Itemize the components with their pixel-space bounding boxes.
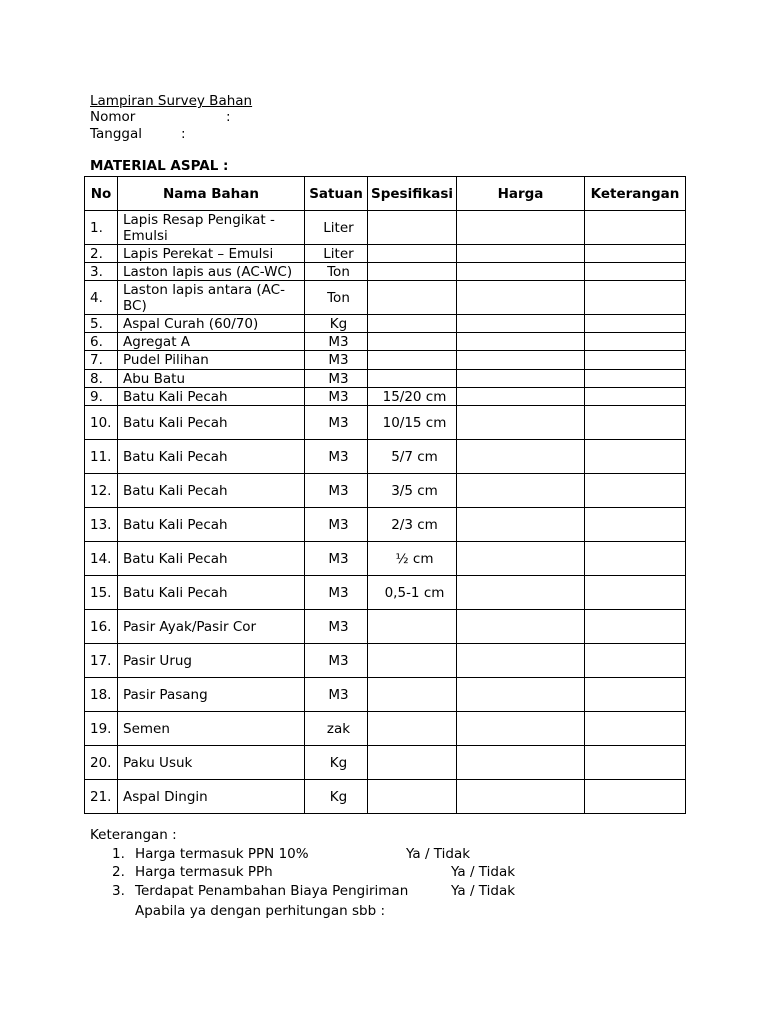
cell-satuan: M3 — [305, 610, 368, 644]
cell-harga — [457, 245, 585, 263]
table-row — [85, 576, 686, 610]
table-row — [85, 712, 686, 746]
table-row — [85, 245, 686, 263]
cell-satuan: Kg — [305, 780, 368, 814]
cell-spesifikasi — [368, 678, 457, 712]
cell-nama-bahan: Batu Kali Pecah — [118, 508, 305, 542]
cell-satuan: Kg — [305, 746, 368, 780]
tanggal-colon: : — [181, 126, 186, 142]
table-row — [85, 508, 686, 542]
cell-nama-bahan: Batu Kali Pecah — [118, 440, 305, 474]
table-row — [85, 746, 686, 780]
cell-nama-bahan: Batu Kali Pecah — [118, 576, 305, 610]
cell-nama-bahan: Pasir Pasang — [118, 678, 305, 712]
table-header-row — [85, 177, 686, 211]
cell-harga — [457, 508, 585, 542]
cell-satuan: Ton — [305, 263, 368, 281]
cell-nama-bahan: Laston lapis antara (AC-BC) — [118, 281, 305, 315]
note-choice: Ya / Tidak — [406, 845, 471, 862]
note-extra: Apabila ya dengan perhitungan sbb : — [135, 903, 385, 919]
cell-keterangan — [585, 263, 686, 281]
cell-spesifikasi — [368, 610, 457, 644]
cell-spesifikasi: 3/5 cm — [368, 474, 457, 508]
cell-harga — [457, 644, 585, 678]
cell-nama-bahan: Batu Kali Pecah — [118, 388, 305, 406]
cell-satuan: M3 — [305, 440, 368, 474]
cell-spesifikasi — [368, 245, 457, 263]
cell-nama-bahan: Abu Batu — [118, 370, 305, 388]
note-choice: Ya / Tidak — [451, 882, 516, 899]
cell-no: 7. — [85, 351, 118, 370]
cell-no: 15. — [85, 576, 118, 610]
cell-spesifikasi: ½ cm — [368, 542, 457, 576]
cell-spesifikasi — [368, 351, 457, 370]
cell-nama-bahan: Agregat A — [118, 333, 305, 351]
table-row — [85, 610, 686, 644]
cell-no: 5. — [85, 315, 118, 333]
cell-nama-bahan: Batu Kali Pecah — [118, 474, 305, 508]
table-row — [85, 644, 686, 678]
cell-harga — [457, 281, 585, 315]
column-header-spesifikasi: Spesifikasi — [368, 177, 457, 211]
note-number: 1. — [112, 845, 125, 862]
cell-nama-bahan: Pudel Pilihan — [118, 351, 305, 370]
note-text: Harga termasuk PPh — [135, 864, 273, 880]
note-item — [90, 845, 471, 864]
cell-no: 2. — [85, 245, 118, 263]
cell-nama-bahan: Pasir Ayak/Pasir Cor — [118, 610, 305, 644]
table-row — [85, 281, 686, 315]
cell-nama-bahan: Aspal Curah (60/70) — [118, 315, 305, 333]
tanggal-label: Tanggal — [90, 126, 143, 142]
cell-harga — [457, 576, 585, 610]
cell-keterangan — [585, 370, 686, 388]
table-row — [85, 474, 686, 508]
cell-spesifikasi — [368, 281, 457, 315]
cell-harga — [457, 406, 585, 440]
column-header-harga: Harga — [457, 177, 585, 211]
cell-harga — [457, 263, 585, 281]
notes-section — [90, 826, 516, 919]
cell-keterangan — [585, 406, 686, 440]
cell-satuan: zak — [305, 712, 368, 746]
cell-nama-bahan: Lapis Resap Pengikat - Emulsi — [118, 211, 305, 245]
cell-satuan: M3 — [305, 576, 368, 610]
cell-keterangan — [585, 508, 686, 542]
cell-nama-bahan: Batu Kali Pecah — [118, 542, 305, 576]
cell-satuan: M3 — [305, 370, 368, 388]
cell-keterangan — [585, 245, 686, 263]
cell-satuan: M3 — [305, 542, 368, 576]
cell-satuan: Kg — [305, 315, 368, 333]
cell-spesifikasi: 5/7 cm — [368, 440, 457, 474]
table-row — [85, 440, 686, 474]
cell-spesifikasi — [368, 370, 457, 388]
cell-satuan: Liter — [305, 211, 368, 245]
cell-keterangan — [585, 315, 686, 333]
table-row — [85, 406, 686, 440]
cell-no: 21. — [85, 780, 118, 814]
cell-nama-bahan: Pasir Urug — [118, 644, 305, 678]
cell-satuan: M3 — [305, 388, 368, 406]
cell-no: 18. — [85, 678, 118, 712]
cell-harga — [457, 211, 585, 245]
cell-spesifikasi — [368, 263, 457, 281]
cell-satuan: M3 — [305, 406, 368, 440]
cell-satuan: M3 — [305, 333, 368, 351]
cell-no: 17. — [85, 644, 118, 678]
note-item — [90, 863, 516, 882]
cell-spesifikasi — [368, 211, 457, 245]
note-number: 3. — [112, 882, 125, 899]
note-number: 2. — [112, 864, 125, 880]
cell-no: 11. — [85, 440, 118, 474]
note-text: Terdapat Penambahan Biaya Pengiriman — [135, 882, 409, 899]
cell-satuan: M3 — [305, 474, 368, 508]
nomor-colon: : — [226, 109, 231, 125]
cell-harga — [457, 388, 585, 406]
column-header-satuan: Satuan — [305, 177, 368, 211]
notes-label: Keterangan : — [90, 827, 177, 843]
cell-no: 4. — [85, 281, 118, 315]
cell-keterangan — [585, 644, 686, 678]
column-header-no: No — [85, 177, 118, 211]
cell-no: 8. — [85, 370, 118, 388]
cell-no: 3. — [85, 263, 118, 281]
cell-spesifikasi: 2/3 cm — [368, 508, 457, 542]
cell-no: 14. — [85, 542, 118, 576]
cell-harga — [457, 370, 585, 388]
cell-no: 19. — [85, 712, 118, 746]
cell-satuan: Ton — [305, 281, 368, 315]
cell-harga — [457, 712, 585, 746]
cell-spesifikasi — [368, 644, 457, 678]
note-choice: Ya / Tidak — [451, 864, 516, 880]
cell-no: 6. — [85, 333, 118, 351]
cell-no: 20. — [85, 746, 118, 780]
table-row — [85, 263, 686, 281]
cell-no: 1. — [85, 211, 118, 245]
material-table — [84, 176, 686, 814]
cell-keterangan — [585, 712, 686, 746]
cell-harga — [457, 746, 585, 780]
cell-harga — [457, 333, 585, 351]
cell-keterangan — [585, 388, 686, 406]
cell-nama-bahan: Batu Kali Pecah — [118, 406, 305, 440]
cell-spesifikasi — [368, 315, 457, 333]
cell-keterangan — [585, 351, 686, 370]
cell-keterangan — [585, 440, 686, 474]
cell-satuan: Liter — [305, 245, 368, 263]
cell-no: 13. — [85, 508, 118, 542]
cell-keterangan — [585, 746, 686, 780]
cell-satuan: M3 — [305, 508, 368, 542]
cell-keterangan — [585, 678, 686, 712]
cell-harga — [457, 780, 585, 814]
nomor-label: Nomor — [90, 109, 136, 125]
cell-keterangan — [585, 576, 686, 610]
cell-nama-bahan: Laston lapis aus (AC-WC) — [118, 263, 305, 281]
cell-satuan: M3 — [305, 644, 368, 678]
cell-harga — [457, 610, 585, 644]
cell-nama-bahan: Semen — [118, 712, 305, 746]
cell-spesifikasi — [368, 333, 457, 351]
note-item — [90, 900, 385, 919]
cell-spesifikasi: 15/20 cm — [368, 388, 457, 406]
cell-no: 12. — [85, 474, 118, 508]
cell-harga — [457, 542, 585, 576]
cell-keterangan — [585, 281, 686, 315]
cell-harga — [457, 315, 585, 333]
cell-no: 9. — [85, 388, 118, 406]
table-row — [85, 351, 686, 370]
cell-keterangan — [585, 474, 686, 508]
cell-spesifikasi — [368, 746, 457, 780]
cell-satuan: M3 — [305, 678, 368, 712]
cell-spesifikasi: 0,5-1 cm — [368, 576, 457, 610]
cell-keterangan — [585, 780, 686, 814]
table-row — [85, 780, 686, 814]
cell-spesifikasi: 10/15 cm — [368, 406, 457, 440]
cell-harga — [457, 474, 585, 508]
table-row — [85, 542, 686, 576]
document-title: Lampiran Survey Bahan — [90, 93, 253, 109]
cell-harga — [457, 678, 585, 712]
table-row — [85, 388, 686, 406]
table-row — [85, 211, 686, 245]
table-row — [85, 678, 686, 712]
table-row — [85, 333, 686, 351]
cell-keterangan — [585, 610, 686, 644]
note-item — [90, 882, 516, 901]
cell-keterangan — [585, 211, 686, 245]
cell-nama-bahan: Lapis Perekat – Emulsi — [118, 245, 305, 263]
cell-harga — [457, 440, 585, 474]
cell-no: 10. — [85, 406, 118, 440]
cell-spesifikasi — [368, 712, 457, 746]
note-text: Harga termasuk PPN 10% — [135, 845, 309, 862]
column-header-keterangan: Keterangan — [585, 177, 686, 211]
column-header-nama-bahan: Nama Bahan — [118, 177, 305, 211]
cell-harga — [457, 351, 585, 370]
table-row — [85, 315, 686, 333]
cell-nama-bahan: Aspal Dingin — [118, 780, 305, 814]
cell-nama-bahan: Paku Usuk — [118, 746, 305, 780]
section-title: MATERIAL ASPAL : — [90, 158, 229, 174]
table-row — [85, 370, 686, 388]
cell-keterangan — [585, 542, 686, 576]
cell-spesifikasi — [368, 780, 457, 814]
cell-keterangan — [585, 333, 686, 351]
cell-no: 16. — [85, 610, 118, 644]
cell-satuan: M3 — [305, 351, 368, 370]
